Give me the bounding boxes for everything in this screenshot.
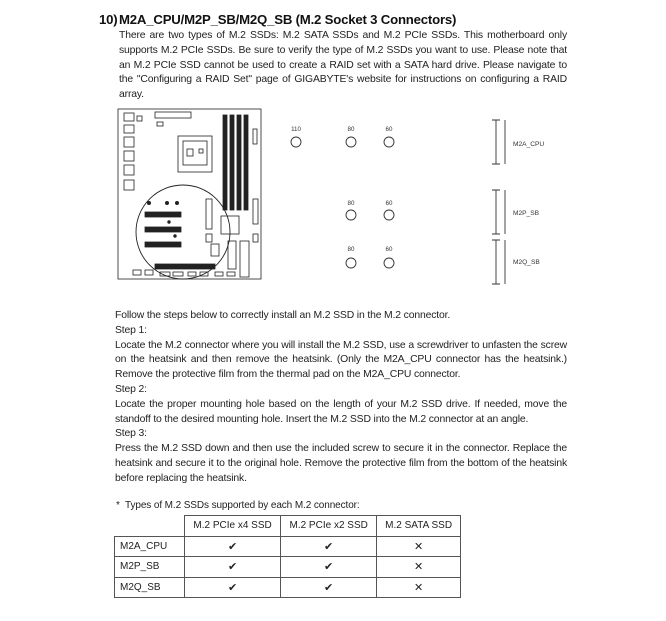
section-title: M2A_CPU/M2P_SB/M2Q_SB (M.2 Socket 3 Connectors) xyxy=(119,12,457,27)
row-header: M2A_CPU xyxy=(115,536,185,557)
table-corner-cell xyxy=(115,516,185,537)
step-label: Step 1: xyxy=(115,324,147,336)
section-heading xyxy=(99,12,456,27)
support-mark: ✕ xyxy=(377,536,461,557)
support-mark: ✕ xyxy=(377,577,461,598)
section-intro: There are two types of M.2 SSDs: M.2 SATA SSDs and M.2 PCIe SSDs. This motherboard only supports M.2 PCIe SSDs. Be sure to verify the type of M.2 SSDs you want to use. Please note that an M.2 PCIe SSD cannot be used to create a RAID set with a SATA hard drive. Please navigate to the "Configuring a RAID Set" page of GIGABYTE's website for instructions on configuring a RAID array. xyxy=(119,30,567,101)
support-mark: ✔ xyxy=(185,557,281,578)
column-header: M.2 PCIe x2 SSD xyxy=(281,516,377,537)
table-header-row xyxy=(115,516,461,537)
mounting-holes-m2q-sb xyxy=(346,246,394,268)
column-header: M.2 PCIe x4 SSD xyxy=(185,516,281,537)
connector-m2p-sb xyxy=(492,190,540,234)
row-header: M2P_SB xyxy=(115,557,185,578)
mounting-holes-m2a-cpu xyxy=(291,126,394,147)
installation-steps xyxy=(115,309,567,487)
motherboard-illustration xyxy=(118,109,261,279)
mounting-hole xyxy=(346,258,356,268)
ssd-support-table xyxy=(114,515,461,598)
support-mark: ✕ xyxy=(377,557,461,578)
hole-label: 60 xyxy=(385,200,393,207)
mounting-hole xyxy=(384,137,394,147)
row-header: M2Q_SB xyxy=(115,577,185,598)
table-row xyxy=(115,557,461,578)
step-label: Step 3: xyxy=(115,428,147,440)
connector-label: M2A_CPU xyxy=(513,141,545,148)
table-row xyxy=(115,536,461,557)
step-text: Locate the proper mounting hole based on the length of your M.2 SSD drive. If needed, move the standoff to the desired mounting hole. Insert the M.2 SSD into the M.2 connector at an angle. xyxy=(115,398,567,425)
hole-label: 110 xyxy=(291,126,301,133)
mounting-hole xyxy=(384,210,394,220)
support-mark: ✔ xyxy=(281,557,377,578)
mounting-holes-m2p-sb xyxy=(346,200,394,220)
connector-m2q-sb xyxy=(492,240,540,284)
table-row xyxy=(115,577,461,598)
support-mark: ✔ xyxy=(281,577,377,598)
mounting-hole xyxy=(291,137,301,147)
support-mark: ✔ xyxy=(185,536,281,557)
mounting-hole xyxy=(346,210,356,220)
mounting-hole xyxy=(384,258,394,268)
mounting-hole xyxy=(346,137,356,147)
step-label: Step 2: xyxy=(115,383,147,395)
hole-label: 60 xyxy=(385,126,393,133)
connector-label: M2Q_SB xyxy=(513,259,540,266)
hole-label: 60 xyxy=(385,246,393,253)
section-number: 10) xyxy=(99,12,118,27)
connector-label: M2P_SB xyxy=(513,210,540,217)
column-header: M.2 SATA SSD xyxy=(377,516,461,537)
step-text: Press the M.2 SSD down and then use the included screw to secure it in the connector. Replace the heatsink and secure it to the original hole. Remove the protective film from the bottom of the heatsink before replacing the heatsink. xyxy=(115,443,567,484)
note-text: Types of M.2 SSDs supported by each M.2 connector: xyxy=(125,500,360,511)
support-mark: ✔ xyxy=(281,536,377,557)
support-mark: ✔ xyxy=(185,577,281,598)
note-asterisk: * xyxy=(116,500,120,511)
steps-intro: Follow the steps below to correctly install an M.2 SSD in the M.2 connector. xyxy=(115,310,451,321)
table-note xyxy=(116,500,360,511)
m2-connector-diagram xyxy=(115,104,575,294)
hole-label: 80 xyxy=(347,246,355,253)
hole-label: 80 xyxy=(347,126,355,133)
step-text: Locate the M.2 connector where you will install the M.2 SSD, use a screwdriver to unfasten the screw on the heatsink and then remove the heatsink. (Only the M2A_CPU connector has the heatsink.) Remove the protective film from the thermal pad on the M2A_CPU connector. xyxy=(115,339,567,381)
hole-label: 80 xyxy=(347,200,355,207)
connector-m2a-cpu xyxy=(492,120,544,164)
